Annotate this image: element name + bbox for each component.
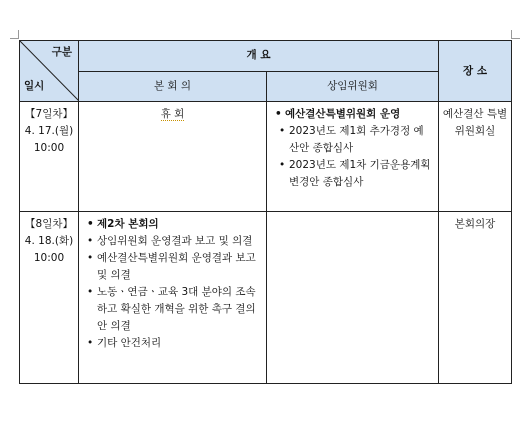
header-bonhoeui bbox=[79, 71, 267, 102]
table-row bbox=[20, 102, 512, 212]
header-diagonal-cell bbox=[20, 41, 79, 102]
header-ilsi: 일시 bbox=[24, 80, 45, 92]
place-cell bbox=[439, 102, 512, 212]
list-item: • 노동ㆍ연금ㆍ교육 3대 분야의 조속하고 확실한 개혁을 위한 촉구 결의안 의결 bbox=[85, 284, 260, 335]
committee-cell bbox=[267, 212, 439, 384]
list-item: • 예산결산특별위원회 운영결과 보고 및 의결 bbox=[85, 250, 260, 284]
list-item: • 2023년도 제1회 추가경정 예산안 종합심사 bbox=[277, 123, 432, 157]
header-gaeyo-text: 개 요 bbox=[246, 49, 271, 62]
header-gubun: 구분 bbox=[51, 46, 72, 58]
plenary-cell bbox=[79, 102, 267, 212]
schedule-table bbox=[19, 40, 512, 384]
place-text: 본회의장 bbox=[454, 218, 496, 230]
date-label: 4. 17.(월) bbox=[24, 125, 74, 137]
place-cell bbox=[439, 212, 512, 384]
header-bonhoeui-text: 본 회 의 bbox=[153, 79, 192, 92]
header-sangim-text: 상임위원회 bbox=[327, 79, 378, 92]
date-cell bbox=[20, 102, 79, 212]
corner-marker-left bbox=[10, 30, 19, 39]
corner-marker-right bbox=[511, 30, 520, 39]
header-jangso bbox=[439, 41, 512, 102]
plenary-cell bbox=[79, 212, 267, 384]
header-jangso-text: 장 소 bbox=[463, 64, 487, 77]
table-row bbox=[20, 212, 512, 384]
day-label: 【8일차】 bbox=[25, 218, 73, 230]
time-label: 10:00 bbox=[33, 142, 65, 154]
date-cell bbox=[20, 212, 79, 384]
header-gaeyo bbox=[79, 41, 439, 72]
date-label: 4. 18.(화) bbox=[24, 235, 74, 247]
list-item: • 제2차 본회의 bbox=[85, 216, 260, 233]
list-item: • 예산결산특별위원회 운영 bbox=[273, 106, 432, 123]
recess-text: 휴 회 bbox=[160, 108, 185, 120]
header-sangim bbox=[267, 71, 439, 102]
place-text: 예산결산 특별위원회실 bbox=[442, 108, 508, 137]
time-label: 10:00 bbox=[33, 252, 65, 264]
list-item: • 2023년도 제1차 기금운용계획 변경안 종합심사 bbox=[277, 157, 432, 191]
list-item: • 기타 안건처리 bbox=[85, 335, 260, 352]
list-item: • 상임위원회 운영결과 보고 및 의결 bbox=[85, 233, 260, 250]
committee-cell bbox=[267, 102, 439, 212]
day-label: 【7일차】 bbox=[25, 108, 73, 120]
